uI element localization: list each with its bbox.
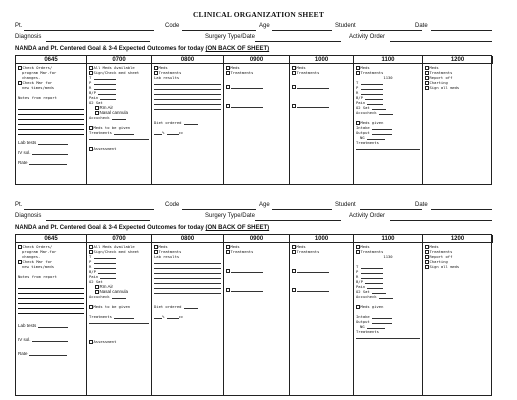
meds-checkbox[interactable] (292, 66, 296, 70)
cell-0900: Meds Treatments (224, 64, 290, 184)
time-header-1000: 1000 (290, 235, 354, 243)
cell-0700: All Meds Available Sign/Check med sheet T P R B/P Pain O2 Sat Rm Air Nasal cannula Accucheck Meds to be given Treatments Assessment (87, 243, 152, 395)
item-field[interactable] (297, 104, 329, 108)
nasal-cannula-checkbox[interactable] (95, 290, 99, 294)
item-checkbox[interactable] (292, 288, 296, 292)
treatments-checkbox[interactable] (226, 250, 230, 254)
meds-given-checkbox[interactable] (356, 305, 360, 309)
diagnosis-field[interactable] (46, 220, 150, 221)
diagnosis-label: Diagnosis (15, 34, 42, 40)
meds-checkbox[interactable] (154, 245, 158, 249)
sheet-title: CLINICAL ORGANIZATION SHEET (192, 10, 325, 19)
notes-from-report-label: Notes from report (18, 95, 57, 100)
time-header-0645: 0645 (16, 56, 87, 64)
time-header-1000: 1000 (290, 56, 354, 64)
time-header-0700: 0700 (87, 56, 152, 64)
report-off-checkbox[interactable] (425, 76, 429, 80)
time-header-0700: 0700 (87, 235, 152, 243)
meds-given-checkbox[interactable] (356, 121, 360, 125)
age-field[interactable] (272, 30, 332, 31)
nanda-goals-heading: NANDA and Pt. Centered Goal & 3-4 Expected Outcomes for today (ON BACK OF SHEET) (15, 46, 270, 52)
accucheck-field[interactable] (379, 295, 393, 299)
age-field[interactable] (272, 209, 332, 210)
student-field[interactable] (360, 30, 422, 31)
meds-given-checkbox[interactable] (89, 126, 93, 130)
sign-check-checkbox[interactable] (89, 250, 93, 254)
surgery-label: Surgery Type/Date (205, 34, 255, 40)
sign-check-checkbox[interactable] (89, 71, 93, 75)
code-field[interactable] (182, 30, 256, 31)
date-label: Date (415, 23, 428, 29)
code-field[interactable] (182, 209, 256, 210)
all-meds-checkbox[interactable] (89, 245, 93, 249)
nanda-goals-heading: NANDA and Pt. Centered Goal & 3-4 Expected Outcomes for today (ON BACK OF SHEET) (15, 225, 270, 231)
meds-checkbox[interactable] (154, 66, 158, 70)
code-label: Code (165, 23, 180, 29)
cell-1200: Meds Treatments Report off Charting Sign all meds (423, 64, 493, 184)
treatments-checkbox[interactable] (425, 71, 429, 75)
percent-field[interactable] (154, 131, 162, 135)
item-field[interactable] (231, 85, 263, 89)
check-mar-checkbox[interactable] (18, 81, 22, 85)
diagnosis-field[interactable] (46, 41, 150, 42)
age-label: Age (259, 23, 270, 29)
time-header-0900: 0900 (224, 235, 290, 243)
surgery-field[interactable] (255, 220, 341, 221)
sign-meds-checkbox[interactable] (425, 265, 429, 269)
date-field[interactable] (431, 30, 492, 31)
cell-0645: Check Orders/ program Mar.for changes. Check Mar for new times/meds Notes from report Lab tests IV sol. Rate (16, 64, 87, 184)
report-off-checkbox[interactable] (425, 255, 429, 259)
cell-1000: Meds Treatments (290, 243, 354, 395)
cell-0800: Meds Treatments Lab results Diet ordered % cc (152, 64, 224, 184)
organization-sheet-2 (15, 201, 492, 396)
surgery-field[interactable] (255, 41, 341, 42)
diet-field[interactable] (184, 121, 198, 125)
meds-checkbox[interactable] (226, 66, 230, 70)
iv-sol-field[interactable] (32, 338, 68, 342)
cell-1200: Meds Treatments Report off Charting Sign all meds (423, 243, 493, 395)
item-checkbox[interactable] (292, 85, 296, 89)
student-label: Student (335, 202, 356, 208)
item-checkbox[interactable] (226, 104, 230, 108)
accucheck-field[interactable] (112, 295, 126, 299)
assessment-checkbox[interactable] (89, 340, 93, 344)
time-header-0800: 0800 (152, 235, 224, 243)
time-header-1100: 1100 (354, 56, 423, 64)
time-header-1200: 1200 (423, 56, 493, 64)
treatments-checkbox[interactable] (356, 250, 360, 254)
iv-sol-field[interactable] (32, 151, 68, 155)
time-header-0800: 0800 (152, 56, 224, 64)
activity-label: Activity Order (349, 213, 386, 219)
cc-field[interactable] (167, 315, 179, 319)
item-checkbox[interactable] (226, 269, 230, 273)
organization-sheet-1 (15, 22, 492, 185)
surgery-label: Surgery Type/Date (205, 213, 255, 219)
item-field[interactable] (231, 288, 263, 292)
cell-0900: Meds Treatments (224, 243, 290, 395)
cell-0700: All Meds Available Sign/Check med sheet T P R B/P Pain O2 Sat Rm Air Nasal cannula Accucheck Meds to be given Treatments Assessment (87, 64, 152, 184)
rate-field[interactable] (29, 161, 67, 165)
diet-field[interactable] (184, 305, 198, 309)
charting-checkbox[interactable] (425, 81, 429, 85)
accucheck-field[interactable] (112, 116, 126, 120)
cell-1100: Meds Treatments 1130 T P R B/P Pain O2 Sat Accucheck Meds given Intake Output NG Treatments (354, 64, 423, 184)
rm-air-checkbox[interactable] (95, 106, 99, 110)
meds-checkbox[interactable] (292, 245, 296, 249)
treatments-field[interactable] (114, 315, 134, 319)
time-header-1200: 1200 (423, 235, 493, 243)
diagnosis-label: Diagnosis (15, 213, 42, 219)
item-field[interactable] (231, 269, 263, 273)
activity-field[interactable] (390, 220, 492, 221)
student-field[interactable] (360, 209, 422, 210)
activity-label: Activity Order (349, 34, 386, 40)
rm-air-checkbox[interactable] (95, 285, 99, 289)
sign-meds-checkbox[interactable] (425, 86, 429, 90)
schedule-grid (15, 234, 492, 396)
treatments-checkbox[interactable] (154, 250, 158, 254)
nasal-cannula-checkbox[interactable] (95, 111, 99, 115)
item-checkbox[interactable] (226, 85, 230, 89)
check-orders-checkbox[interactable] (18, 245, 22, 249)
treatments-checkbox[interactable] (226, 71, 230, 75)
date-field[interactable] (431, 209, 492, 210)
pt-field[interactable] (24, 30, 154, 31)
item-field[interactable] (297, 288, 329, 292)
check-mar-checkbox[interactable] (18, 260, 22, 264)
item-checkbox[interactable] (292, 269, 296, 273)
assessment-checkbox[interactable] (89, 147, 93, 151)
student-label: Student (335, 23, 356, 29)
item-checkbox[interactable] (292, 104, 296, 108)
cell-0645: Check Orders/ program Mar.for changes. Check Mar for new times/meds Notes from report Lab tests IV sol. Rate (16, 243, 87, 395)
all-meds-checkbox[interactable] (89, 66, 93, 70)
cc-field[interactable] (167, 131, 179, 135)
meds-checkbox[interactable] (425, 66, 429, 70)
item-field[interactable] (297, 269, 329, 273)
item-checkbox[interactable] (226, 288, 230, 292)
header-row-1 (15, 22, 492, 33)
time-header-1100: 1100 (354, 235, 423, 243)
time-header-0900: 0900 (224, 56, 290, 64)
pt-field[interactable] (24, 209, 154, 210)
treatments-field[interactable] (114, 131, 134, 135)
header-row-1 (15, 201, 492, 212)
pain-field[interactable] (100, 96, 116, 100)
pain-field[interactable] (100, 275, 116, 279)
treatments-checkbox[interactable] (425, 250, 429, 254)
cell-0800: Meds Treatments Lab results Diet ordered % cc (152, 243, 224, 395)
cell-1100: Meds Treatments 1130 T P R B/P Pain O2 Sat Accucheck Meds given Intake Output NG Treatments (354, 243, 423, 395)
treatments-checkbox[interactable] (292, 71, 296, 75)
header-row-2 (15, 33, 492, 44)
cell-1000: Meds Treatments (290, 64, 354, 184)
percent-field[interactable] (154, 315, 162, 319)
code-label: Code (165, 202, 180, 208)
meds-checkbox[interactable] (356, 66, 360, 70)
age-label: Age (259, 202, 270, 208)
meds-given-checkbox[interactable] (89, 305, 93, 309)
lab-tests-field[interactable] (38, 324, 68, 328)
rate-field[interactable] (29, 352, 67, 356)
treatments-checkbox[interactable] (154, 71, 158, 75)
meds-checkbox[interactable] (425, 245, 429, 249)
header-row-2 (15, 212, 492, 223)
item-field[interactable] (297, 85, 329, 89)
schedule-grid (15, 55, 492, 185)
lab-tests-field[interactable] (38, 141, 68, 145)
check-orders-checkbox[interactable] (18, 66, 22, 70)
date-label: Date (415, 202, 428, 208)
treatments-checkbox[interactable] (356, 71, 360, 75)
meds-checkbox[interactable] (356, 245, 360, 249)
treatments-checkbox[interactable] (292, 250, 296, 254)
pt-label: Pt. (15, 202, 23, 208)
charting-checkbox[interactable] (425, 260, 429, 264)
time-header-0645: 0645 (16, 235, 87, 243)
meds-checkbox[interactable] (226, 245, 230, 249)
accucheck-field[interactable] (379, 111, 393, 115)
notes-from-report-label: Notes from report (18, 274, 57, 279)
item-field[interactable] (231, 104, 263, 108)
activity-field[interactable] (390, 41, 492, 42)
pt-label: Pt. (15, 23, 23, 29)
